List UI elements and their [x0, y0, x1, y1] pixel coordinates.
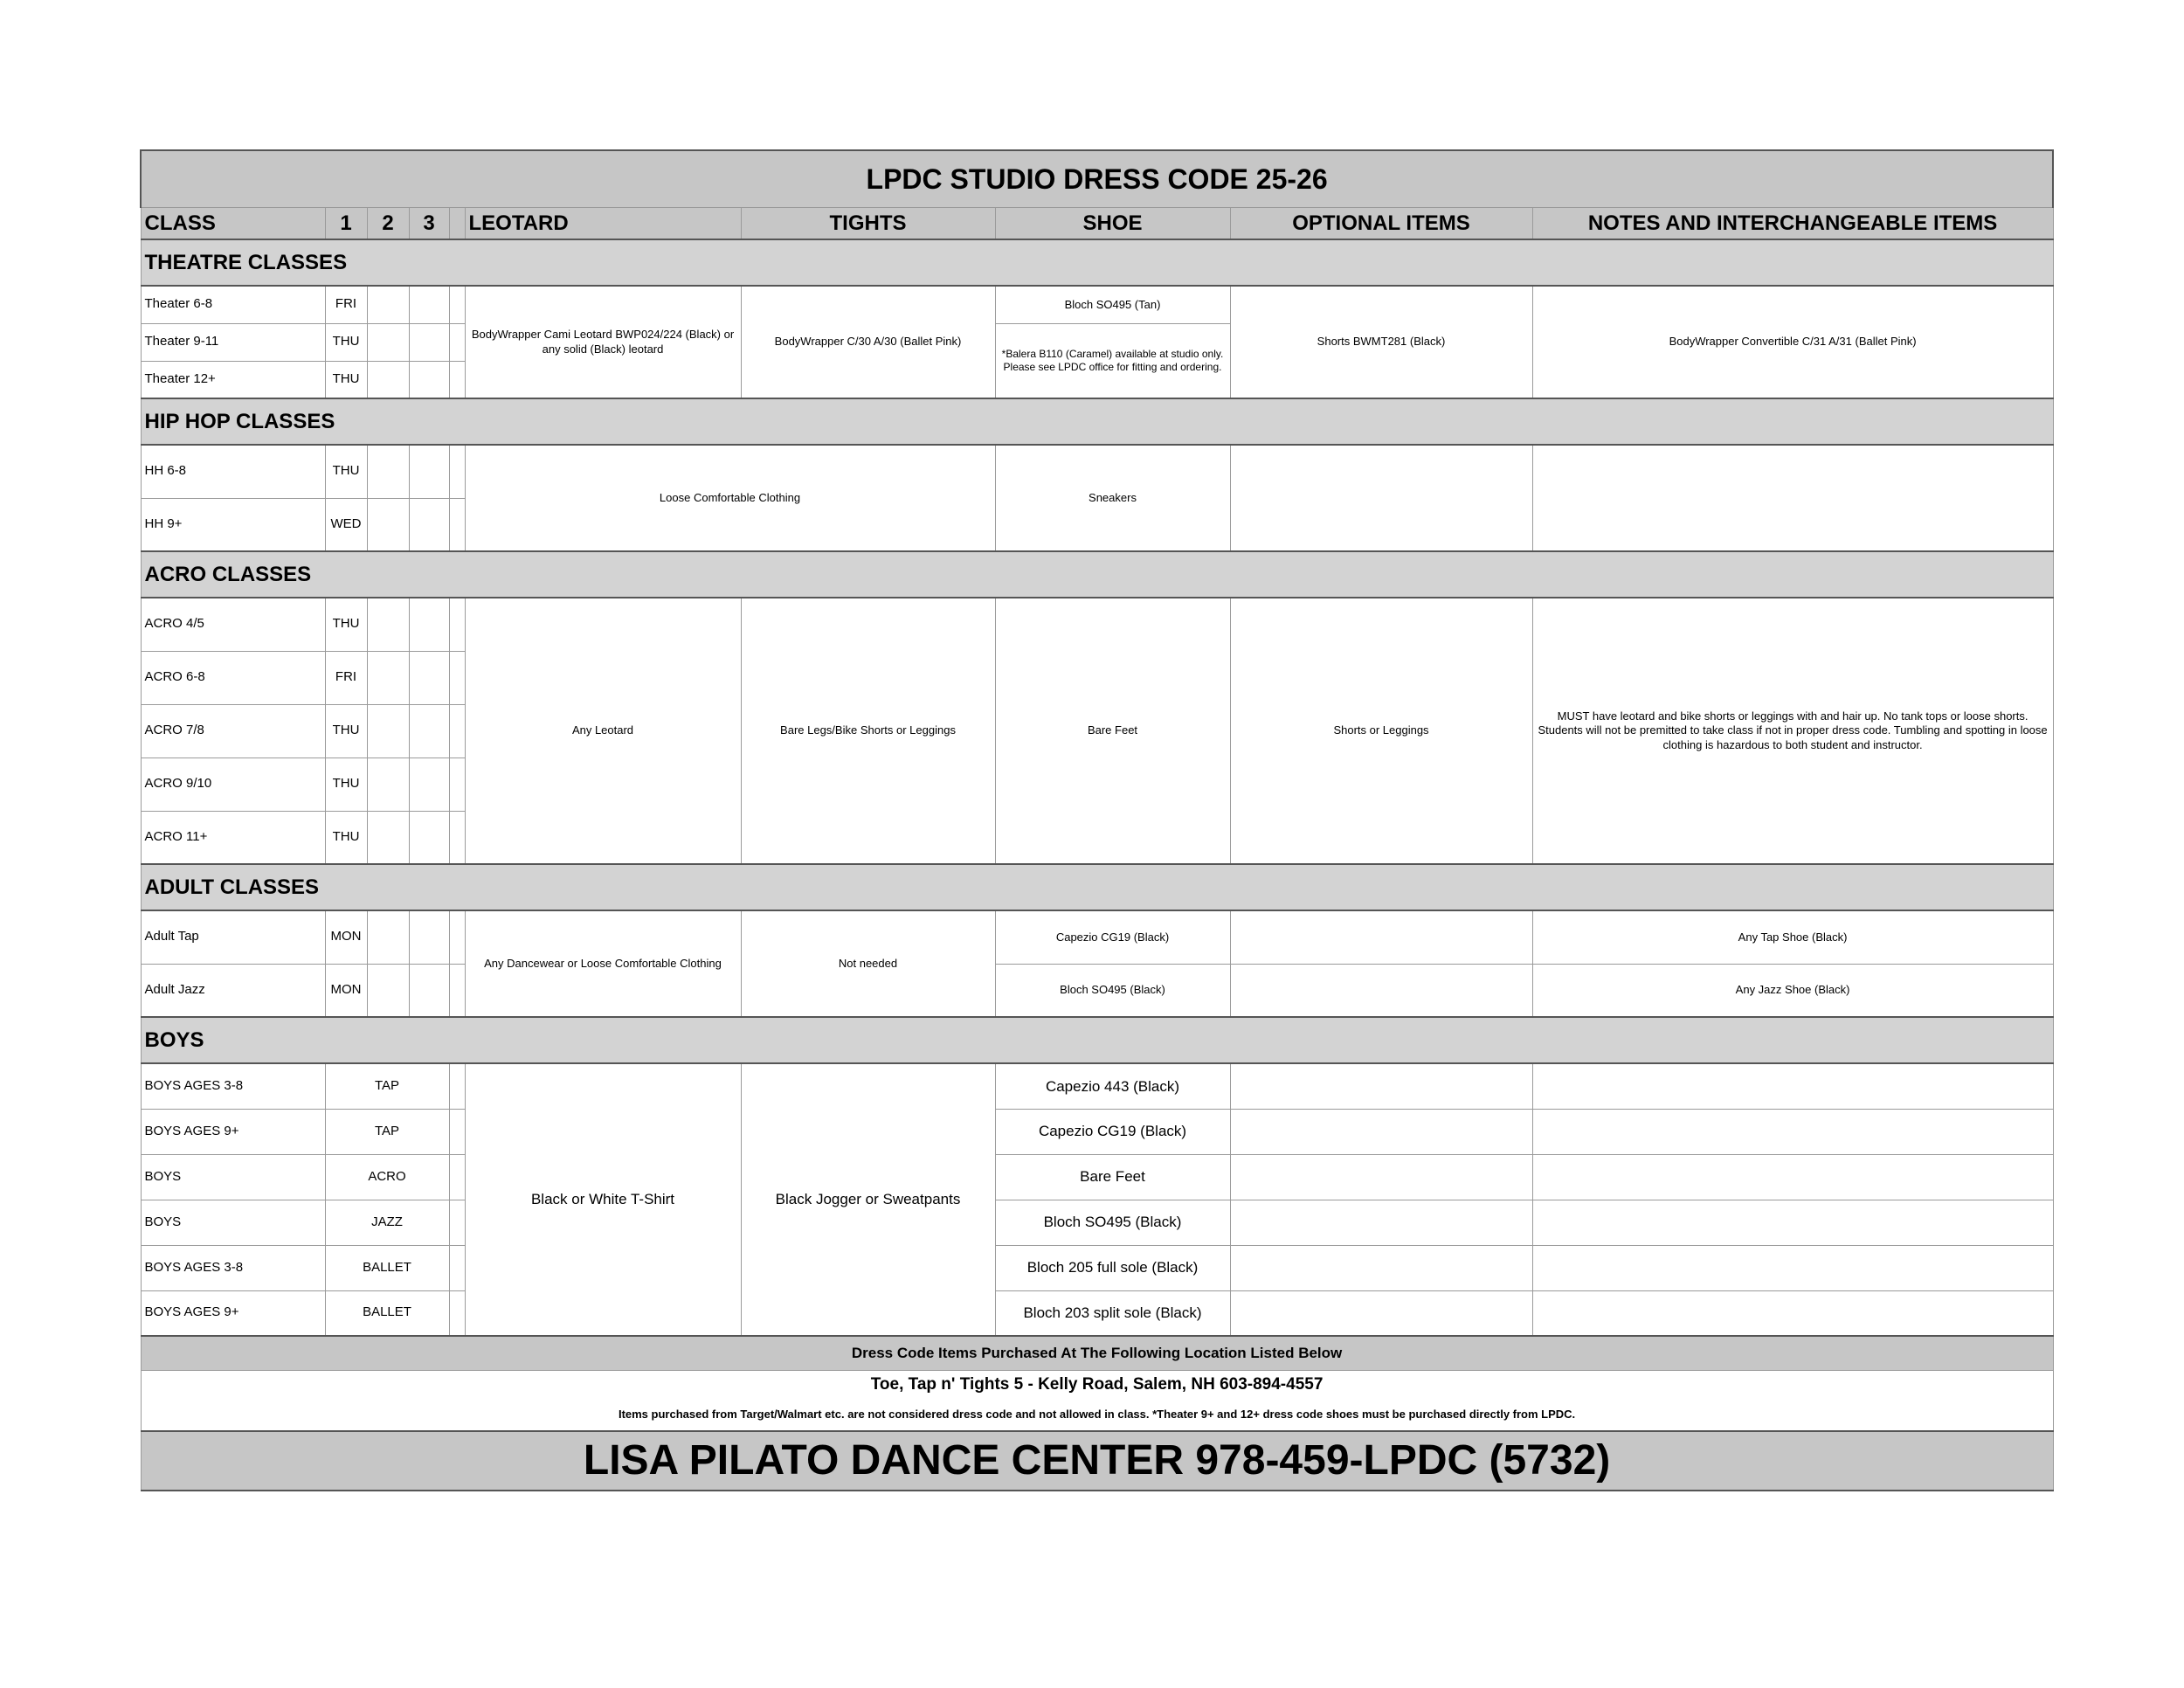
adult-shoe: Bloch SO495 (Black) — [995, 964, 1230, 1017]
header-col-1: 1 — [325, 208, 367, 240]
table-row — [141, 598, 2053, 651]
boys-shoe: Bloch SO495 (Black) — [995, 1200, 1230, 1245]
class-day: THU — [325, 323, 367, 361]
boys-top: Black or White T-Shirt — [465, 1063, 741, 1336]
class-day: MON — [325, 910, 367, 964]
class-style: TAP — [325, 1063, 449, 1109]
table-row — [141, 1063, 2053, 1109]
class-name: Theater 6-8 — [141, 286, 325, 323]
table-row — [141, 1290, 2053, 1336]
class-style: TAP — [325, 1109, 449, 1154]
class-name: Theater 12+ — [141, 361, 325, 398]
hiphop-clothing: Loose Comfortable Clothing — [465, 445, 995, 551]
hiphop-shoe: Sneakers — [995, 445, 1230, 551]
table-row — [141, 964, 2053, 1017]
dress-code-table — [140, 149, 2054, 1491]
boys-shoe: Bloch 205 full sole (Black) — [995, 1245, 1230, 1290]
class-name: BOYS AGES 3-8 — [141, 1063, 325, 1109]
acro-leotard: Any Leotard — [465, 598, 741, 864]
purchase-heading: Dress Code Items Purchased At The Following Location Listed Below — [141, 1336, 2053, 1371]
class-day: MON — [325, 964, 367, 1017]
section-heading-hiphop: HIP HOP CLASSES — [141, 398, 2053, 445]
class-day: THU — [325, 811, 367, 864]
class-name: BOYS — [141, 1200, 325, 1245]
class-name: HH 9+ — [141, 498, 325, 551]
class-name: Adult Jazz — [141, 964, 325, 1017]
class-day: THU — [325, 704, 367, 758]
boys-bottom: Black Jogger or Sweatpants — [741, 1063, 995, 1336]
header-col-2: 2 — [367, 208, 409, 240]
class-day: FRI — [325, 651, 367, 704]
table-row — [141, 1109, 2053, 1154]
class-style: BALLET — [325, 1290, 449, 1336]
boys-shoe: Bare Feet — [995, 1154, 1230, 1200]
acro-notes: MUST have leotard and bike shorts or leggings with and hair up. No tank tops or loose shorts. Students will not be premitted to take class if not in proper dress code. Tumbling and spotting in loose clothing is hazardous to both student and instructor. — [1532, 598, 2053, 864]
table-row — [141, 445, 2053, 498]
store-info: Toe, Tap n' Tights 5 - Kelly Road, Salem, NH 603-894-4557 — [141, 1371, 2053, 1400]
theatre-shoe: Bloch SO495 (Tan) — [995, 286, 1230, 323]
class-name: BOYS AGES 9+ — [141, 1290, 325, 1336]
theatre-leotard: BodyWrapper Cami Leotard BWP024/224 (Black) or any solid (Black) leotard — [465, 286, 741, 398]
header-col-3: 3 — [409, 208, 449, 240]
table-row — [141, 1200, 2053, 1245]
header-tights: TIGHTS — [741, 208, 995, 240]
section-heading-theatre: THEATRE CLASSES — [141, 239, 2053, 286]
section-heading-adult: ADULT CLASSES — [141, 864, 2053, 910]
class-name: Adult Tap — [141, 910, 325, 964]
class-name: ACRO 6-8 — [141, 651, 325, 704]
class-name: BOYS — [141, 1154, 325, 1200]
adult-shoe: Capezio CG19 (Black) — [995, 910, 1230, 964]
boys-shoe: Capezio 443 (Black) — [995, 1063, 1230, 1109]
acro-shoe: Bare Feet — [995, 598, 1230, 864]
section-heading-boys: BOYS — [141, 1017, 2053, 1063]
dress-code-sheet — [140, 149, 2052, 1491]
header-optional: OPTIONAL ITEMS — [1230, 208, 1532, 240]
class-name: ACRO 7/8 — [141, 704, 325, 758]
table-row — [141, 910, 2053, 964]
acro-tights: Bare Legs/Bike Shorts or Leggings — [741, 598, 995, 864]
adult-leotard: Any Dancewear or Loose Comfortable Clothing — [465, 910, 741, 1017]
theatre-optional: Shorts BWMT281 (Black) — [1230, 286, 1532, 398]
purchase-note: Items purchased from Target/Walmart etc. are not considered dress code and not allowed in class. *Theater 9+ and 12+ dress code shoes must be purchased directly from LPDC. — [141, 1399, 2053, 1431]
class-name: ACRO 9/10 — [141, 758, 325, 811]
class-day: WED — [325, 498, 367, 551]
studio-footer: LISA PILATO DANCE CENTER 978-459-LPDC (5732) — [141, 1431, 2053, 1491]
class-style: JAZZ — [325, 1200, 449, 1245]
theatre-notes: BodyWrapper Convertible C/31 A/31 (Ballet Pink) — [1532, 286, 2053, 398]
page-title: LPDC STUDIO DRESS CODE 25-26 — [141, 150, 2053, 208]
adult-notes: Any Jazz Shoe (Black) — [1532, 964, 2053, 1017]
header-shoe: SHOE — [995, 208, 1230, 240]
class-style: ACRO — [325, 1154, 449, 1200]
class-day: FRI — [325, 286, 367, 323]
class-day: THU — [325, 445, 367, 498]
class-style: BALLET — [325, 1245, 449, 1290]
class-name: ACRO 4/5 — [141, 598, 325, 651]
class-name: BOYS AGES 9+ — [141, 1109, 325, 1154]
class-day: THU — [325, 758, 367, 811]
boys-shoe: Bloch 203 split sole (Black) — [995, 1290, 1230, 1336]
theatre-shoe-note: *Balera B110 (Caramel) available at studio only. Please see LPDC office for fitting and ordering. — [995, 323, 1230, 398]
adult-tights: Not needed — [741, 910, 995, 1017]
boys-shoe: Capezio CG19 (Black) — [995, 1109, 1230, 1154]
theatre-tights: BodyWrapper C/30 A/30 (Ballet Pink) — [741, 286, 995, 398]
class-name: HH 6-8 — [141, 445, 325, 498]
header-notes: NOTES AND INTERCHANGEABLE ITEMS — [1532, 208, 2053, 240]
table-row — [141, 286, 2053, 323]
adult-notes: Any Tap Shoe (Black) — [1532, 910, 2053, 964]
table-row — [141, 1245, 2053, 1290]
header-leotard: LEOTARD — [465, 208, 741, 240]
class-name: Theater 9-11 — [141, 323, 325, 361]
section-heading-acro: ACRO CLASSES — [141, 551, 2053, 598]
class-day: THU — [325, 361, 367, 398]
class-day: THU — [325, 598, 367, 651]
acro-optional: Shorts or Leggings — [1230, 598, 1532, 864]
class-name: ACRO 11+ — [141, 811, 325, 864]
header-spacer — [449, 208, 465, 240]
header-class: CLASS — [141, 208, 325, 240]
table-row — [141, 1154, 2053, 1200]
class-name: BOYS AGES 3-8 — [141, 1245, 325, 1290]
